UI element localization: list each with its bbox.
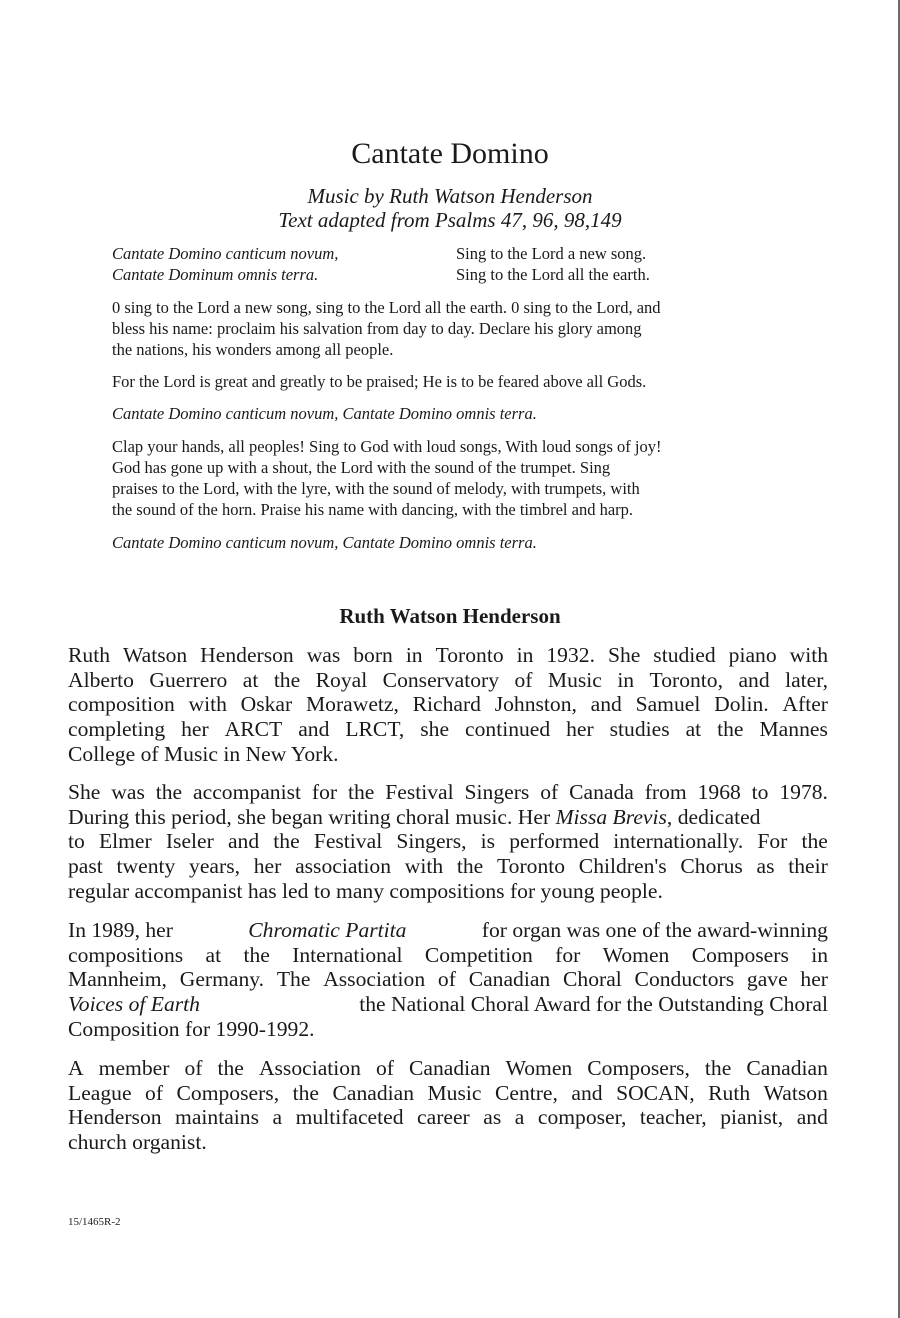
bio-line: to Elmer Iseler and the Festival Singers, is performed internationally. For the bbox=[68, 829, 828, 854]
bio-line: She was the accompanist for the Festival Singers of Canada from 1968 to 1978. bbox=[68, 780, 828, 804]
refrain-english bbox=[456, 243, 650, 285]
work-title-missa-brevis: Missa Brevis bbox=[555, 804, 667, 829]
refrain-latin-line: Cantate Dominum omnis terra. bbox=[112, 265, 319, 284]
bio-text: , dedicated bbox=[666, 804, 761, 829]
bio-paragraph-4 bbox=[68, 1056, 828, 1155]
bio-line: completing her ARCT and LRCT, she continued her studies at the Mannes bbox=[68, 717, 828, 742]
psalm-refrain-2 bbox=[112, 532, 782, 553]
psalm-line: 0 sing to the Lord a new song, sing to the Lord all the earth. 0 sing to the Lord, and bbox=[112, 298, 661, 317]
psalm-refrain-1 bbox=[112, 403, 782, 424]
psalm-line: For the Lord is great and greatly to be praised; He is to be feared above all Gods. bbox=[112, 372, 647, 391]
text-credit: Text adapted from Psalms 47, 96, 98,149 bbox=[278, 208, 622, 232]
bio-text: for organ was one of the award-winning bbox=[481, 918, 828, 942]
psalm-line: bless his name: proclaim his salvation from day to day. Declare his glory among bbox=[112, 319, 642, 338]
bio-line: regular accompanist has led to many compositions for young people. bbox=[68, 878, 663, 903]
bio-line: League of Composers, the Canadian Music Centre, and SOCAN, Ruth Watson bbox=[68, 1080, 828, 1105]
psalm-line: the sound of the horn. Praise his name with dancing, with the timbrel and harp. bbox=[112, 500, 634, 519]
bio-line: composition with Oskar Morawetz, Richard Johnston, and Samuel Dolin. After bbox=[68, 692, 828, 717]
bio-line: church organist. bbox=[68, 1130, 207, 1155]
page-title: Cantate Domino bbox=[351, 137, 549, 170]
bio-line: past twenty years, her association with the Toronto Children's Chorus as their bbox=[68, 854, 828, 879]
psalm-line: God has gone up with a shout, the Lord with the sound of the trumpet. Sing bbox=[112, 458, 611, 477]
bio-line bbox=[68, 918, 828, 943]
bio-text: the National Choral Award for the Outstanding Choral bbox=[359, 992, 828, 1017]
psalm-line: Cantate Domino canticum novum, Cantate Domino omnis terra. bbox=[112, 533, 537, 552]
psalm-line: Cantate Domino canticum novum, Cantate Domino omnis terra. bbox=[112, 404, 537, 423]
psalm-paragraph-1 bbox=[112, 297, 782, 360]
refrain-latin-line: Cantate Domino canticum novum, bbox=[112, 244, 339, 263]
bio-line: Henderson maintains a multifaceted career as a composer, teacher, pianist, and bbox=[68, 1105, 828, 1130]
bio-heading: Ruth Watson Henderson bbox=[339, 604, 561, 628]
bio-line: A member of the Association of Canadian Women Composers, the Canadian bbox=[68, 1056, 828, 1080]
refrain-english-line: Sing to the Lord all the earth. bbox=[456, 265, 650, 284]
work-title-chromatic-partita: Chromatic Partita bbox=[248, 918, 407, 942]
bio-line: Alberto Guerrero at the Royal Conservatory of Music in Toronto, and later, bbox=[68, 667, 828, 692]
psalm-line: Clap your hands, all peoples! Sing to God with loud songs, With loud songs of joy! bbox=[112, 437, 662, 456]
bio-line: College of Music in New York. bbox=[68, 741, 339, 766]
bio-line: Ruth Watson Henderson was born in Toronto in 1932. She studied piano with bbox=[68, 643, 828, 667]
psalm-line: praises to the Lord, with the lyre, with the sound of melody, with trumpets, with bbox=[112, 479, 640, 498]
bio-line: Composition for 1990-1992. bbox=[68, 1016, 315, 1041]
bio-text: In 1989, her bbox=[68, 918, 173, 942]
psalm-line: the nations, his wonders among all people. bbox=[112, 340, 394, 359]
music-credit: Music by Ruth Watson Henderson bbox=[307, 184, 593, 208]
psalm-paragraph-2 bbox=[112, 371, 782, 392]
psalm-paragraph-3 bbox=[112, 436, 782, 520]
refrain-english-line: Sing to the Lord a new song. bbox=[456, 244, 647, 263]
bio-text: During this period, she began writing choral music. Her bbox=[68, 804, 551, 829]
bio-paragraph-1 bbox=[68, 643, 828, 767]
refrain-latin bbox=[112, 243, 338, 285]
catalog-code: 15/1465R-2 bbox=[68, 1216, 121, 1228]
bio-paragraph-2 bbox=[68, 780, 828, 904]
work-title-voices-of-earth: Voices of Earth bbox=[68, 992, 200, 1017]
bio-line: compositions at the International Competition for Women Composers in bbox=[68, 942, 828, 967]
bio-line bbox=[68, 805, 828, 830]
bio-line: Mannheim, Germany. The Association of Canadian Choral Conductors gave her bbox=[68, 967, 828, 992]
bio-line bbox=[68, 992, 828, 1017]
bio-paragraph-3 bbox=[68, 918, 828, 1042]
